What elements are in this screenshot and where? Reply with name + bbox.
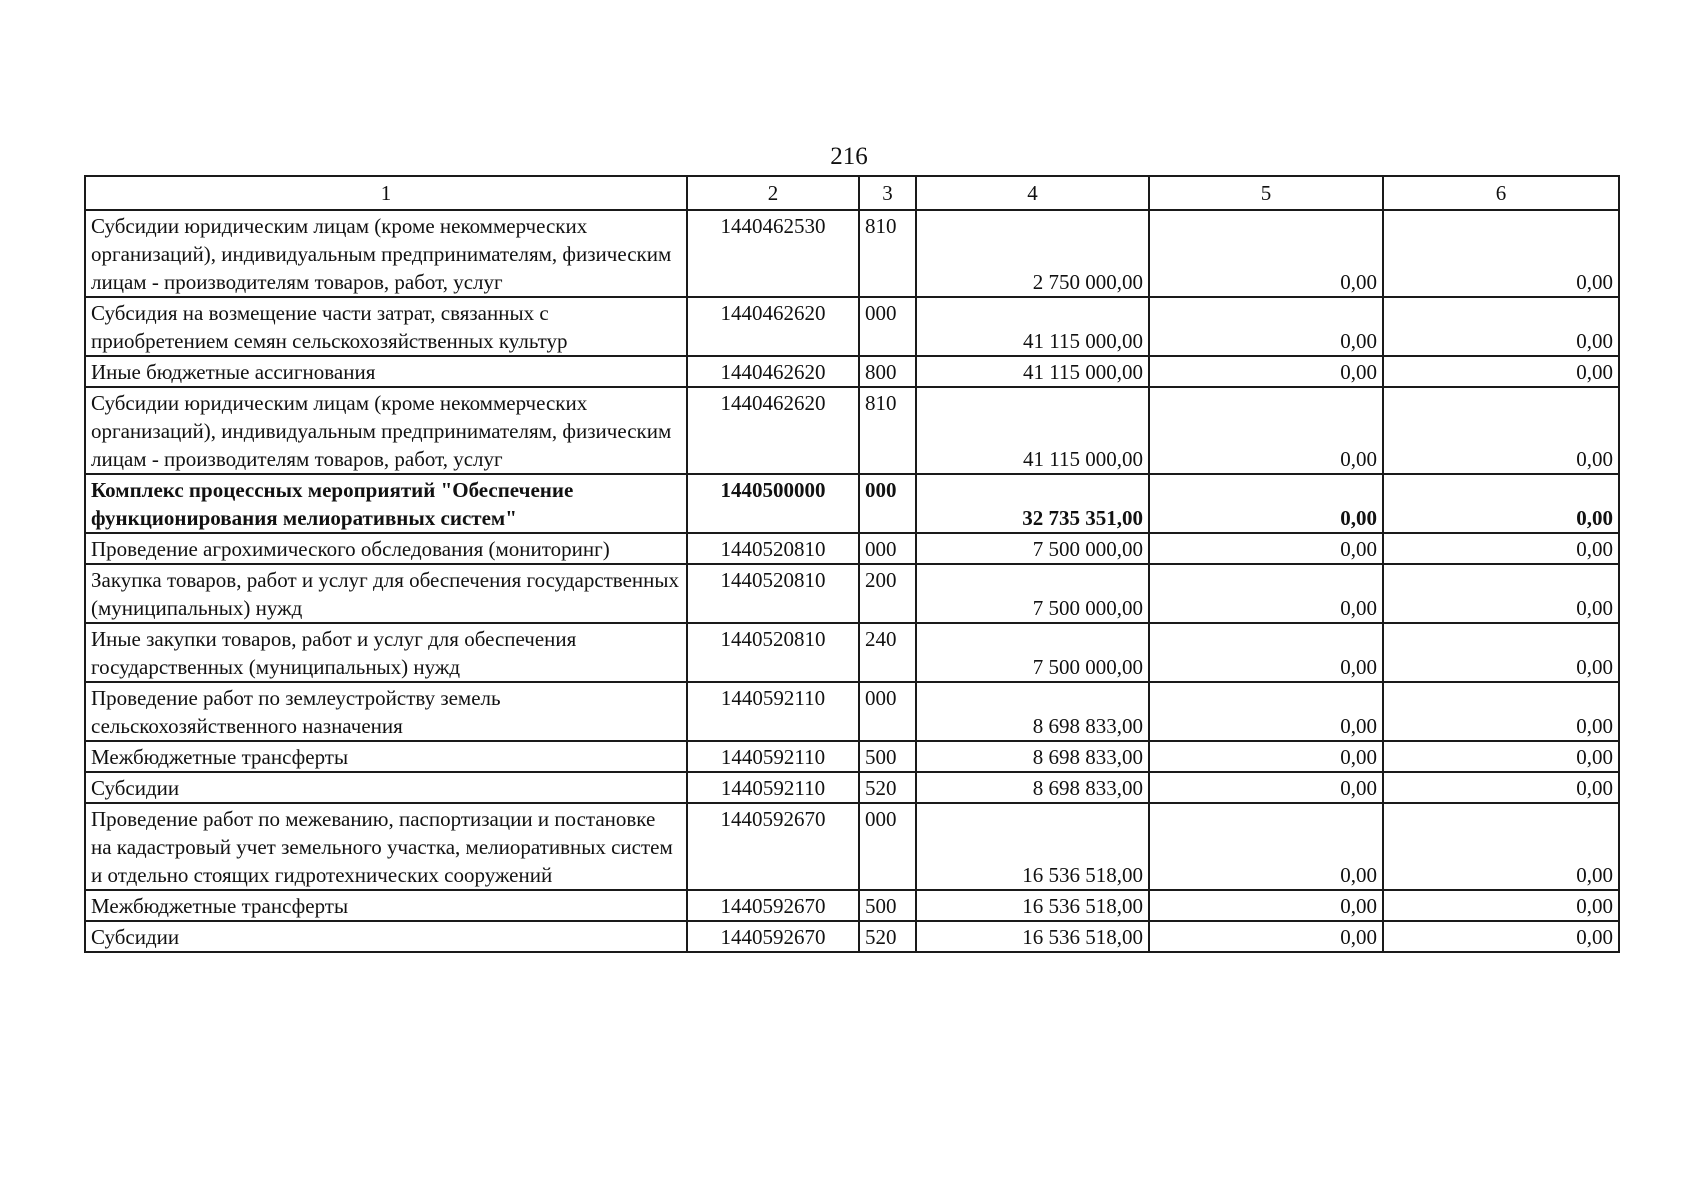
row-code: 1440592670 bbox=[687, 890, 859, 921]
row-amount-col4: 32 735 351,00 bbox=[916, 474, 1149, 533]
row-code: 1440500000 bbox=[687, 474, 859, 533]
row-amount-col5: 0,00 bbox=[1149, 682, 1383, 741]
row-expense-type: 200 bbox=[859, 564, 916, 623]
row-expense-type: 000 bbox=[859, 682, 916, 741]
table-row bbox=[85, 921, 1619, 952]
row-amount-col6: 0,00 bbox=[1383, 890, 1619, 921]
table-row bbox=[85, 682, 1619, 741]
column-header: 6 bbox=[1383, 176, 1619, 210]
row-code: 1440520810 bbox=[687, 623, 859, 682]
row-expense-type: 240 bbox=[859, 623, 916, 682]
table-row bbox=[85, 772, 1619, 803]
row-amount-col6: 0,00 bbox=[1383, 533, 1619, 564]
row-amount-col5: 0,00 bbox=[1149, 474, 1383, 533]
row-amount-col6: 0,00 bbox=[1383, 297, 1619, 356]
row-name: Проведение агрохимического обследования (мониторинг) bbox=[85, 533, 687, 564]
row-amount-col5: 0,00 bbox=[1149, 533, 1383, 564]
row-name: Субсидии юридическим лицам (кроме некоммерческих организаций), индивидуальным предпринимателям, физическим лицам - производителям товаров, работ, услуг bbox=[85, 210, 687, 297]
page-number: 216 bbox=[830, 143, 868, 170]
row-amount-col4: 8 698 833,00 bbox=[916, 741, 1149, 772]
row-name: Субсидии bbox=[85, 772, 687, 803]
column-header: 2 bbox=[687, 176, 859, 210]
row-amount-col5: 0,00 bbox=[1149, 387, 1383, 474]
table-row bbox=[85, 387, 1619, 474]
table-row bbox=[85, 890, 1619, 921]
row-amount-col5: 0,00 bbox=[1149, 741, 1383, 772]
row-amount-col5: 0,00 bbox=[1149, 921, 1383, 952]
table-row bbox=[85, 623, 1619, 682]
row-amount-col5: 0,00 bbox=[1149, 772, 1383, 803]
row-name: Межбюджетные трансферты bbox=[85, 890, 687, 921]
row-amount-col5: 0,00 bbox=[1149, 297, 1383, 356]
table-row bbox=[85, 741, 1619, 772]
row-name: Иные бюджетные ассигнования bbox=[85, 356, 687, 387]
table-row-section-total bbox=[85, 474, 1619, 533]
row-expense-type: 520 bbox=[859, 772, 916, 803]
column-header: 4 bbox=[916, 176, 1149, 210]
row-amount-col5: 0,00 bbox=[1149, 210, 1383, 297]
row-amount-col5: 0,00 bbox=[1149, 623, 1383, 682]
row-amount-col4: 7 500 000,00 bbox=[916, 623, 1149, 682]
table-row bbox=[85, 297, 1619, 356]
row-expense-type: 520 bbox=[859, 921, 916, 952]
row-code: 1440520810 bbox=[687, 564, 859, 623]
column-header: 1 bbox=[85, 176, 687, 210]
row-amount-col6: 0,00 bbox=[1383, 772, 1619, 803]
row-code: 1440520810 bbox=[687, 533, 859, 564]
row-name: Иные закупки товаров, работ и услуг для обеспечения государственных (муниципальных) нужд bbox=[85, 623, 687, 682]
row-name: Проведение работ по межеванию, паспортизации и постановке на кадастровый учет земельного участка, мелиоративных систем и отдельно стоящих гидротехнических сооружений bbox=[85, 803, 687, 890]
row-name: Межбюджетные трансферты bbox=[85, 741, 687, 772]
row-amount-col4: 16 536 518,00 bbox=[916, 803, 1149, 890]
row-amount-col6: 0,00 bbox=[1383, 921, 1619, 952]
row-amount-col6: 0,00 bbox=[1383, 741, 1619, 772]
row-expense-type: 000 bbox=[859, 297, 916, 356]
row-amount-col6: 0,00 bbox=[1383, 210, 1619, 297]
row-expense-type: 810 bbox=[859, 210, 916, 297]
row-amount-col6: 0,00 bbox=[1383, 564, 1619, 623]
row-amount-col4: 2 750 000,00 bbox=[916, 210, 1149, 297]
row-amount-col6: 0,00 bbox=[1383, 682, 1619, 741]
row-expense-type: 000 bbox=[859, 803, 916, 890]
row-code: 1440592670 bbox=[687, 921, 859, 952]
row-name: Субсидии юридическим лицам (кроме некоммерческих организаций), индивидуальным предпринимателям, физическим лицам - производителям товаров, работ, услуг bbox=[85, 387, 687, 474]
row-amount-col4: 16 536 518,00 bbox=[916, 890, 1149, 921]
row-amount-col4: 7 500 000,00 bbox=[916, 533, 1149, 564]
row-amount-col4: 16 536 518,00 bbox=[916, 921, 1149, 952]
row-amount-col4: 8 698 833,00 bbox=[916, 682, 1149, 741]
row-amount-col6: 0,00 bbox=[1383, 803, 1619, 890]
column-header: 5 bbox=[1149, 176, 1383, 210]
row-code: 1440592110 bbox=[687, 772, 859, 803]
row-amount-col4: 41 115 000,00 bbox=[916, 387, 1149, 474]
column-header: 3 bbox=[859, 176, 916, 210]
row-expense-type: 810 bbox=[859, 387, 916, 474]
row-amount-col6: 0,00 bbox=[1383, 356, 1619, 387]
table-row bbox=[85, 564, 1619, 623]
row-amount-col5: 0,00 bbox=[1149, 356, 1383, 387]
row-amount-col5: 0,00 bbox=[1149, 803, 1383, 890]
row-expense-type: 800 bbox=[859, 356, 916, 387]
table-row bbox=[85, 210, 1619, 297]
row-expense-type: 000 bbox=[859, 533, 916, 564]
row-amount-col5: 0,00 bbox=[1149, 564, 1383, 623]
table-row bbox=[85, 533, 1619, 564]
row-name: Закупка товаров, работ и услуг для обеспечения государственных (муниципальных) нужд bbox=[85, 564, 687, 623]
row-amount-col4: 41 115 000,00 bbox=[916, 356, 1149, 387]
row-expense-type: 500 bbox=[859, 890, 916, 921]
row-code: 1440462620 bbox=[687, 297, 859, 356]
row-expense-type: 500 bbox=[859, 741, 916, 772]
row-code: 1440462620 bbox=[687, 356, 859, 387]
row-code: 1440462620 bbox=[687, 387, 859, 474]
row-name: Субсидии bbox=[85, 921, 687, 952]
row-name: Комплекс процессных мероприятий "Обеспечение функционирования мелиоративных систем" bbox=[85, 474, 687, 533]
row-amount-col6: 0,00 bbox=[1383, 387, 1619, 474]
row-amount-col5: 0,00 bbox=[1149, 890, 1383, 921]
row-amount-col4: 8 698 833,00 bbox=[916, 772, 1149, 803]
table-row bbox=[85, 356, 1619, 387]
row-amount-col6: 0,00 bbox=[1383, 474, 1619, 533]
budget-table bbox=[84, 175, 1620, 953]
row-code: 1440592670 bbox=[687, 803, 859, 890]
row-code: 1440592110 bbox=[687, 682, 859, 741]
row-name: Субсидия на возмещение части затрат, связанных с приобретением семян сельскохозяйственных культур bbox=[85, 297, 687, 356]
header-row bbox=[85, 176, 1619, 210]
table-row bbox=[85, 803, 1619, 890]
row-code: 1440462530 bbox=[687, 210, 859, 297]
row-amount-col6: 0,00 bbox=[1383, 623, 1619, 682]
row-expense-type: 000 bbox=[859, 474, 916, 533]
row-amount-col4: 41 115 000,00 bbox=[916, 297, 1149, 356]
row-amount-col4: 7 500 000,00 bbox=[916, 564, 1149, 623]
row-code: 1440592110 bbox=[687, 741, 859, 772]
row-name: Проведение работ по землеустройству земель сельскохозяйственного назначения bbox=[85, 682, 687, 741]
